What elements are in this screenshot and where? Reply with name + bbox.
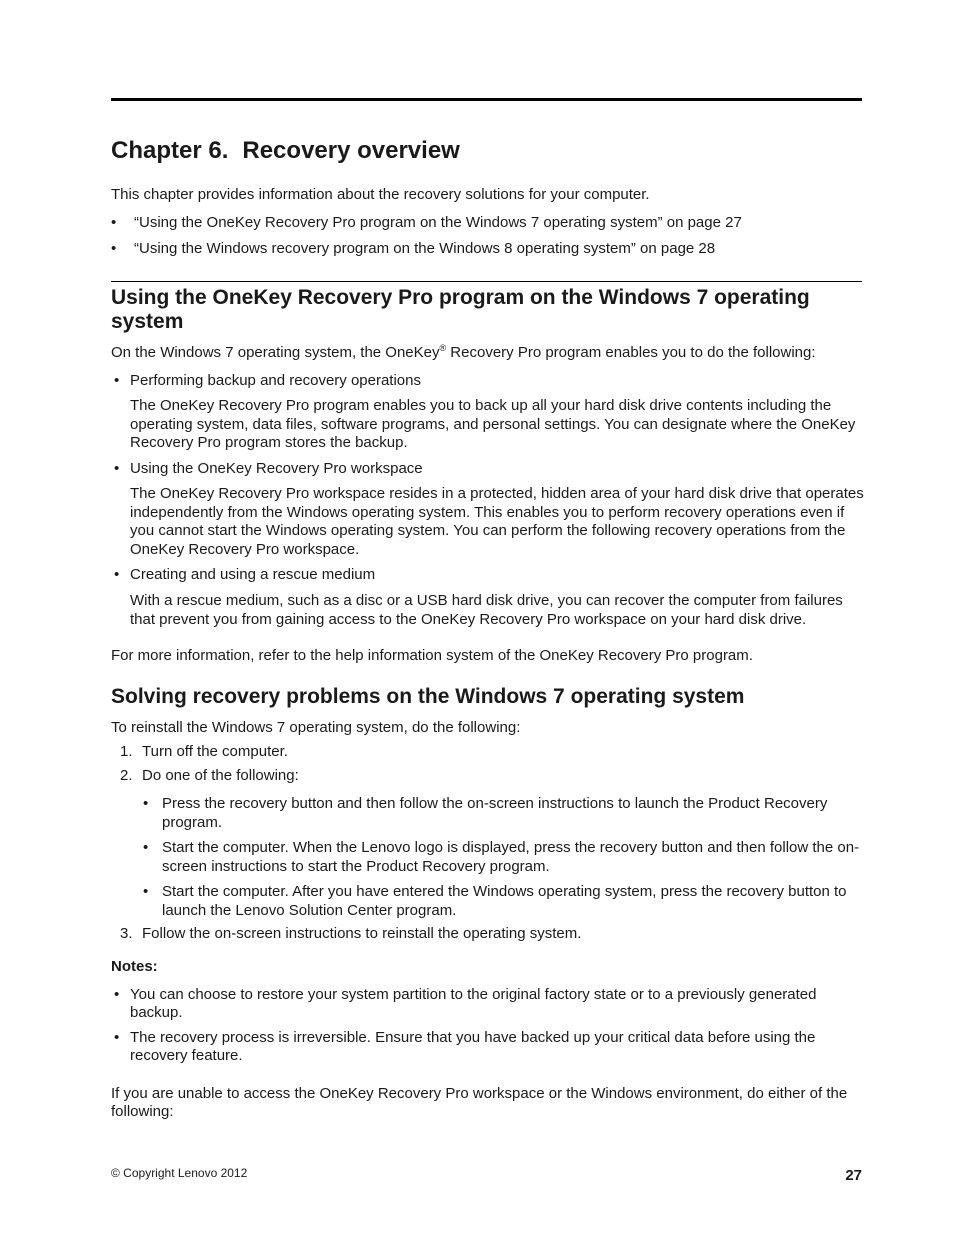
section1-intro <box>111 344 862 362</box>
bullet-icon: • <box>111 214 117 231</box>
chapter-link-1[interactable]: “Using the OneKey Recovery Pro program on the Windows 7 operating system” on page 27 <box>134 214 742 231</box>
step-text: Turn off the computer. <box>142 743 288 760</box>
bullet-icon: • <box>114 566 120 583</box>
section1-heading: Using the OneKey Recovery Pro program on the Windows 7 operating system <box>111 286 810 333</box>
step-text: Do one of the following: <box>142 767 299 784</box>
chapter-title-text: Recovery overview <box>242 137 460 164</box>
bullet-icon: • <box>143 883 149 900</box>
section2-closing: If you are unable to access the OneKey Recovery Pro workspace or the Windows environment, do either of the following: <box>111 1085 848 1120</box>
bullet-icon: • <box>111 240 117 257</box>
section-rule <box>111 281 862 282</box>
section1-intro-before: On the Windows 7 operating system, the OneKey <box>111 344 440 361</box>
registered-mark: ® <box>439 343 447 353</box>
section2-heading: Solving recovery problems on the Windows 7 operating system <box>111 685 745 708</box>
chapter-link-2[interactable]: “Using the Windows recovery program on the Windows 8 operating system” on page 28 <box>134 240 716 257</box>
step-text: Follow the on-screen instructions to reinstall the operating system. <box>142 925 582 942</box>
feature-label: Using the OneKey Recovery Pro workspace <box>130 460 423 477</box>
step-number: 2. <box>120 767 133 784</box>
bullet-icon: • <box>143 795 149 812</box>
page-number: 27 <box>845 1167 862 1184</box>
bullet-icon: • <box>114 372 120 389</box>
feature-desc: The OneKey Recovery Pro program enables you to back up all your hard disk drive contents including the operating system, data files, software programs, and personal settings. You can designate where the OneKey Recovery Pro program stores the backup. <box>130 397 856 451</box>
substep-text: Press the recovery button and then follow the on-screen instructions to launch the Product Recovery program. <box>162 795 828 831</box>
step-number: 3. <box>120 925 133 942</box>
section1-intro-after: Recovery Pro program enables you to do the following: <box>446 344 816 361</box>
substep-text: Start the computer. After you have entered the Windows operating system, press the recovery button to launch the Lenovo Solution Center program. <box>162 883 847 919</box>
chapter-intro: This chapter provides information about the recovery solutions for your computer. <box>111 186 650 203</box>
notes-title: Notes: <box>111 958 158 975</box>
substep-text: Start the computer. When the Lenovo logo is displayed, press the recovery button and then follow the on-screen instructions to start the Product Recovery program. <box>162 839 860 875</box>
note-text: The recovery process is irreversible. Ensure that you have backed up your critical data before using the recovery feature. <box>130 1029 816 1064</box>
chapter-number: Chapter 6. <box>111 137 229 164</box>
bullet-icon: • <box>114 460 120 477</box>
bullet-icon: • <box>114 1029 120 1046</box>
bullet-icon: • <box>114 986 120 1003</box>
chapter-top-rule <box>111 98 862 101</box>
bullet-icon: • <box>143 839 149 856</box>
step-number: 1. <box>120 743 133 760</box>
feature-label: Creating and using a rescue medium <box>130 566 376 583</box>
feature-desc: The OneKey Recovery Pro workspace resides in a protected, hidden area of your hard disk drive that operates independently from the Windows operating system. This enables you to perform recovery operations even if you cannot start the Windows operating system. You can perform the following recovery operations from the OneKey Recovery Pro workspace. <box>130 485 864 558</box>
section1-more-info: For more information, refer to the help information system of the OneKey Recovery Pro program. <box>111 647 753 664</box>
feature-label: Performing backup and recovery operations <box>130 372 421 389</box>
chapter-title <box>111 137 862 165</box>
note-text: You can choose to restore your system partition to the original factory state or to a previously generated backup. <box>130 986 817 1021</box>
feature-desc: With a rescue medium, such as a disc or a USB hard disk drive, you can recover the computer from failures that prevent you from gaining access to the OneKey Recovery Pro workspace on your hard disk drive. <box>130 592 843 628</box>
footer-copyright: © Copyright Lenovo 2012 <box>111 1166 248 1180</box>
section2-intro: To reinstall the Windows 7 operating system, do the following: <box>111 719 521 736</box>
